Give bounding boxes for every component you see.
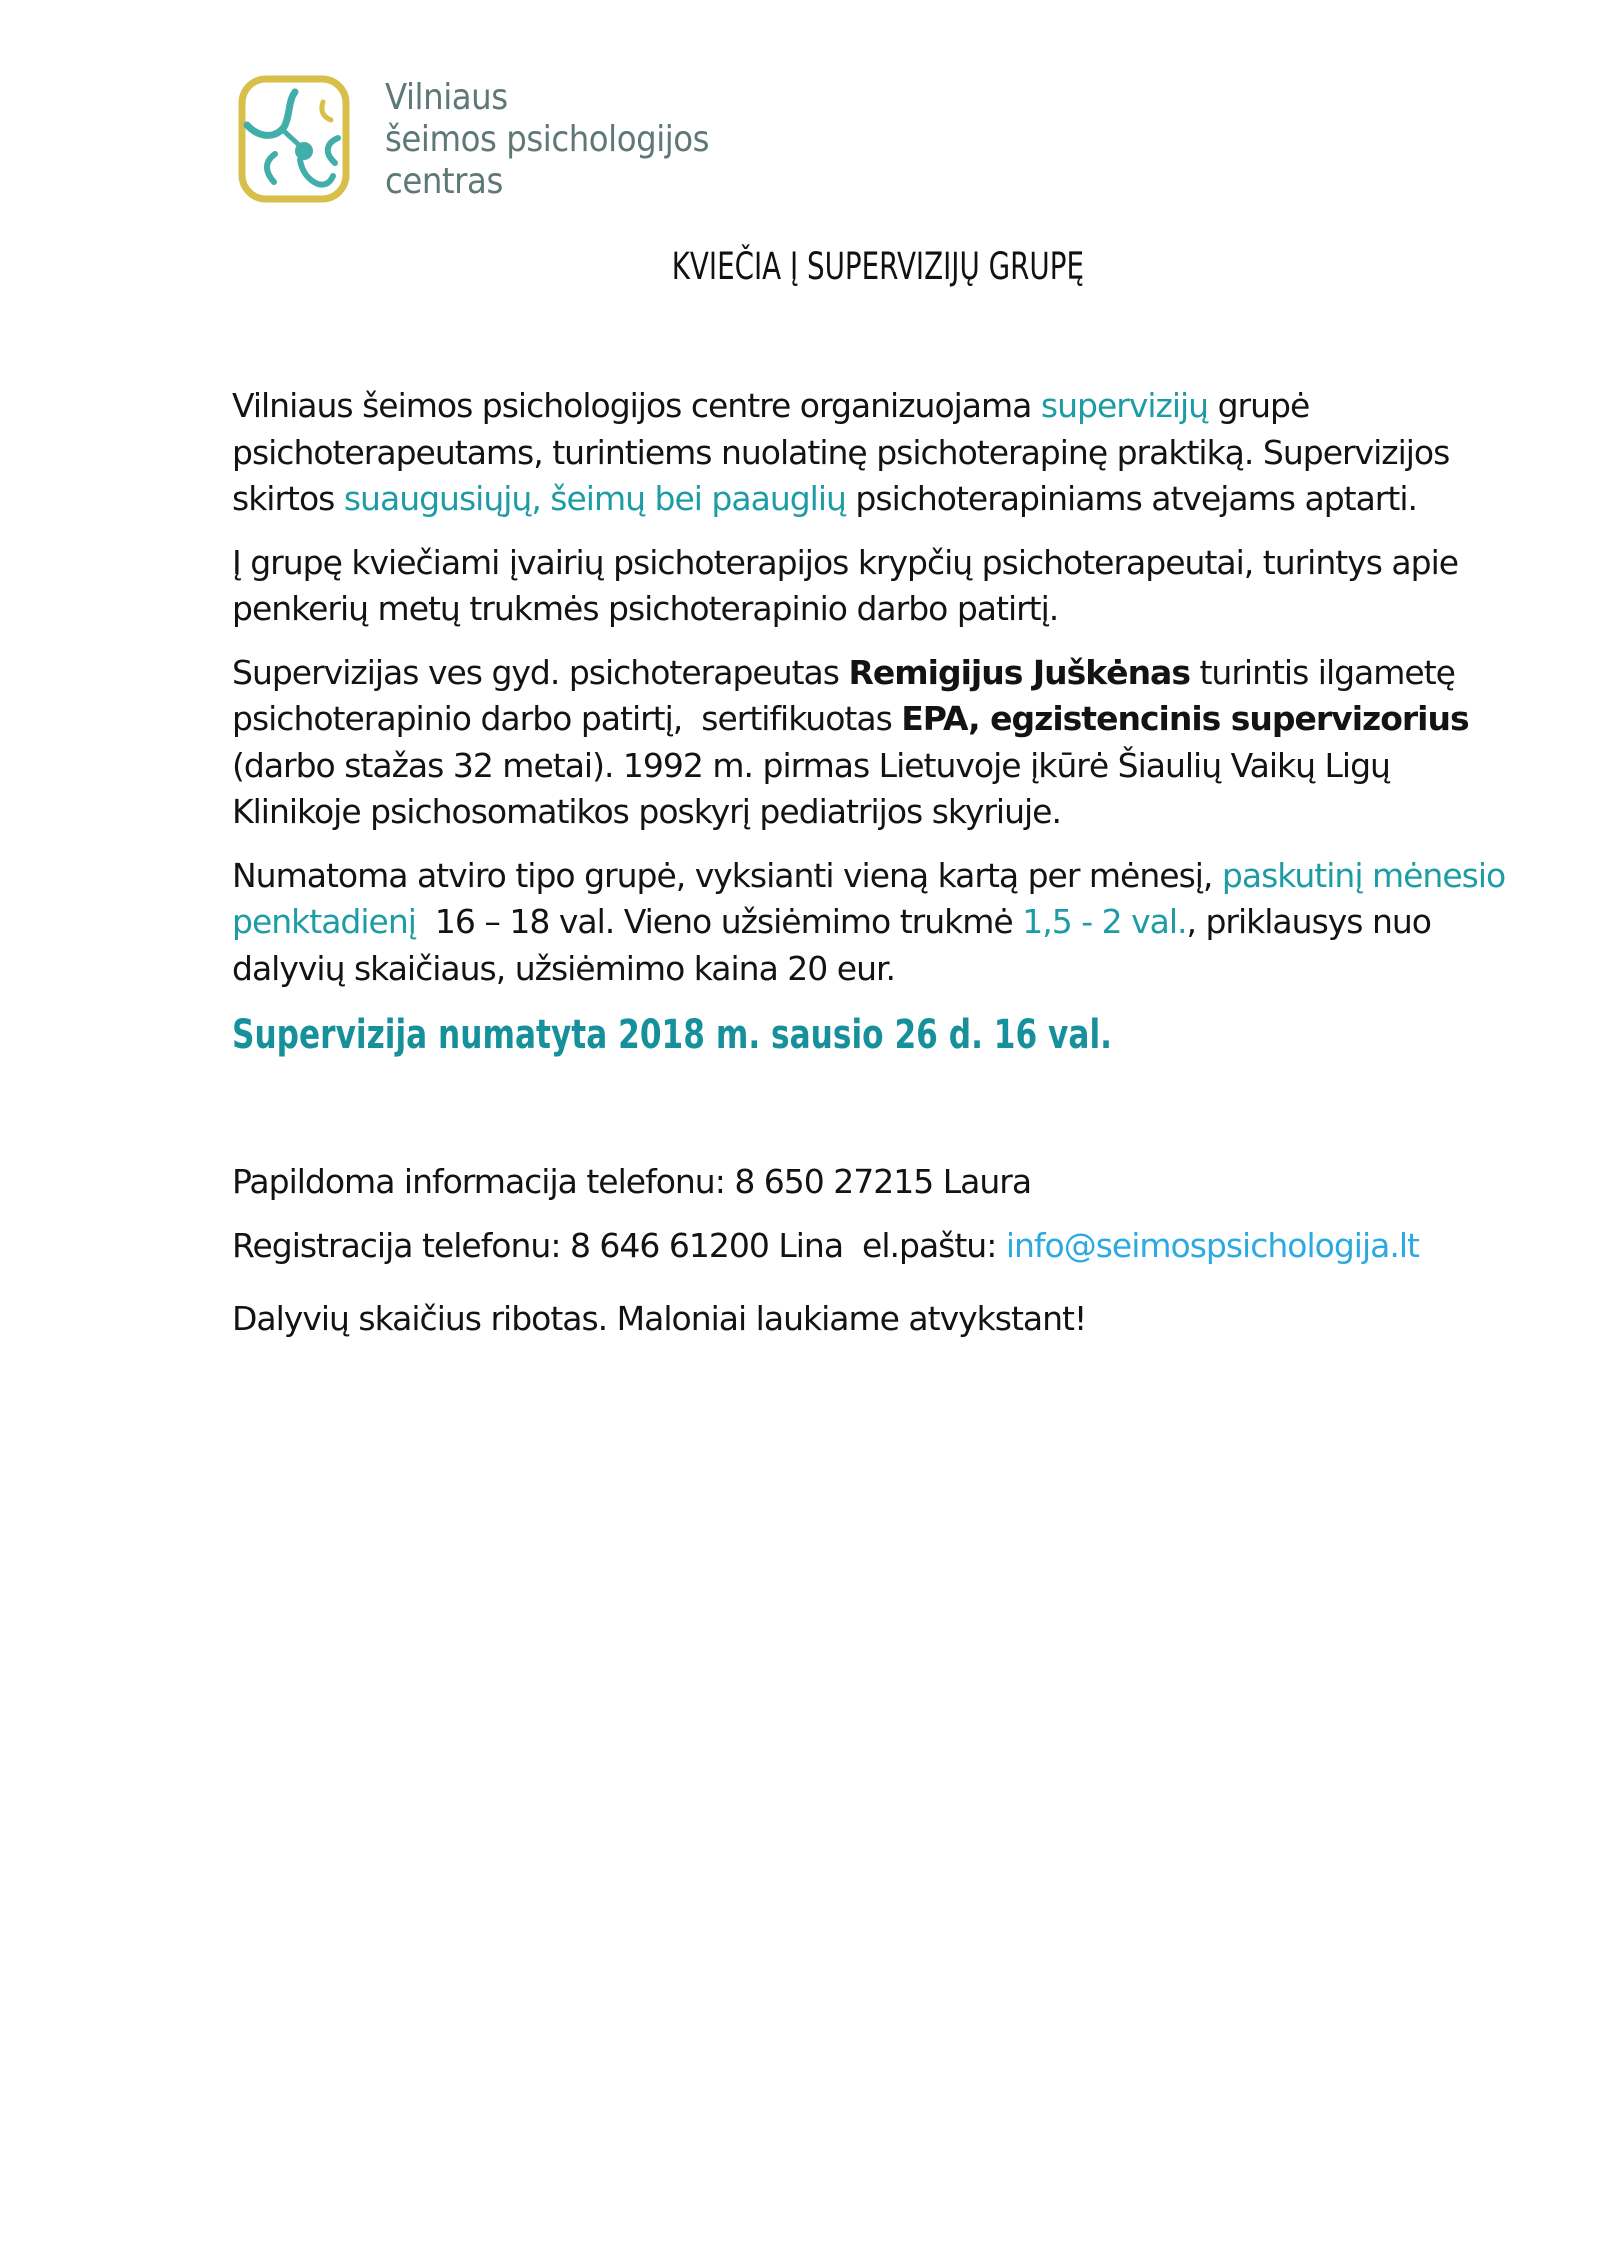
paragraph-info-phone [232,1159,1524,1206]
text-run: turintis ilgametę psichoterapinio darbo patirtį, sertifikuotas [232,652,1465,738]
text-run: Į grupę kviečiami įvairių psichoterapijos krypčių psichoterapeutai, turintys apie penkerių metų trukmės psichoterapinio darbo patirtį. [232,542,1468,628]
text-run: paskutinį mėnesio penktadienį [232,855,1515,941]
text-run: Numatoma atviro tipo grupė, vyksianti vieną kartą per mėnesį, [232,855,1222,895]
family-center-logo-icon [238,75,350,203]
email-link[interactable]: info@seimospsichologija.lt [1005,1225,1419,1265]
text-run: Papildoma informacija telefonu: 8 650 27215 Laura [232,1162,1032,1201]
document-content [232,245,1524,1343]
supervision-date-highlight: Supervizija numatyta 2018 m. sausio 26 d. 16 val. [232,1012,1112,1058]
text-run: 16 – 18 val. Vieno užsiėmimo trukmė [415,902,1023,941]
title-row [232,245,1524,289]
logo-wordmark [385,77,709,203]
text-run: psichoterapiniams atvejams aptarti. [845,479,1417,518]
text-run: Remigijus Juškėnas [848,652,1190,692]
paragraph-intro [232,383,1524,523]
paragraph-schedule [232,853,1524,993]
text-run: EPA, egzistencinis supervizorius [901,699,1469,738]
logo [232,75,1600,203]
text-run: Dalyvių skaičius ribotas. Maloniai laukiame atvykstant! [232,1299,1087,1338]
text-run: grupė psichoterapeutams, turintiems nuolatinę psichoterapinę praktiką. Supervizijos skirtos [232,386,1459,518]
text-run: Vilniaus šeimos psichologijos centre organizuojama [232,386,1041,425]
text-run: 1,5 - 2 val. [1022,902,1187,941]
highlight-row [232,1009,1524,1069]
logo-line-1: Vilniaus [385,77,508,118]
text-run: suaugusiųjų, šeimų bei paauglių [343,479,846,518]
text-run: supervizijų [1040,386,1209,425]
paragraph-closing [232,1296,1524,1343]
logo-line-2: šeimos psichologijos [385,119,710,160]
text-run: , priklausys nuo dalyvių skaičiaus, užsiėmimo kaina 20 eur. [232,902,1441,988]
page-title: KVIEČIA Į SUPERVIZIJŲ GRUPĘ [671,245,1085,288]
paragraph-audience [232,540,1524,633]
text-run: Registracija telefonu: 8 646 61200 Lina el.paštu: [232,1225,1006,1265]
text-run: Supervizijas ves gyd. psichoterapeutas [232,652,849,692]
paragraph-registration [232,1223,1524,1270]
text-run: (darbo stažas 32 metai). 1992 m. pirmas Lietuvoje įkūrė Šiaulių Vaikų Ligų Klinikoje psichosomatikos poskyrį pediatrijos skyriuje. [232,699,1479,831]
paragraph-supervisor [232,650,1524,836]
logo-line-3: centras [385,161,503,202]
